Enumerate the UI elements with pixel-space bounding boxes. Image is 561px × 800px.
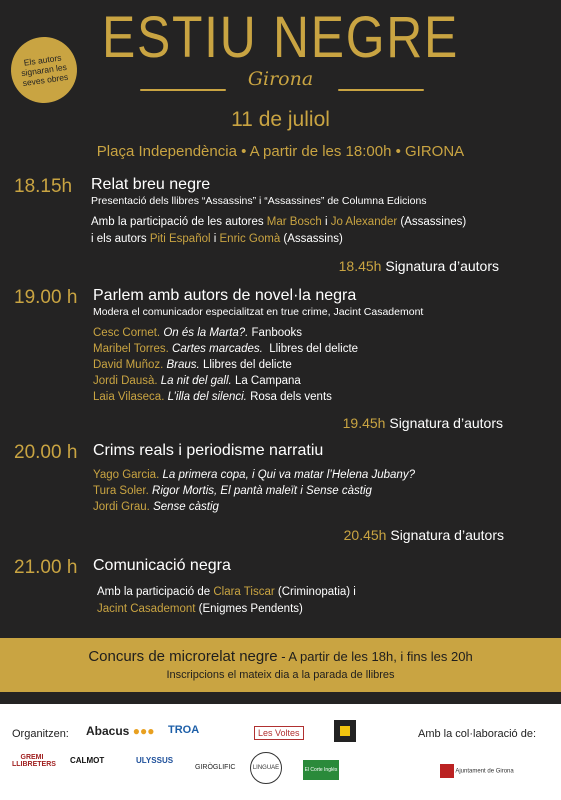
session-3-item: Yago Garcia. La primera copa, i Qui va matar l’Helena Jubany? [93,469,415,481]
les-voltes-logo: Les Voltes [254,726,304,740]
session-2-item: Cesc Cornet. On és la Marta?. Fanbooks [93,327,303,339]
el-corte-ingles-logo: El Corte Inglés [303,760,339,780]
session-3-time: 20.00 h [14,442,78,463]
gremi-llibreters-logo: GREMI LLIBRETERS [12,754,56,768]
ajuntament-girona-logo: Ajuntament de Girona [440,764,514,778]
session-1-signing: 18.45h Signatura d’autors [338,258,499,274]
autograph-badge: Els autors signaran les seves obres [7,33,82,108]
event-title: ESTIU NEGRE [101,5,460,70]
linguae-logo: LINGUAE [250,752,282,784]
session-1-title: Relat breu negre [91,176,211,193]
session-3-title: Crims reals i periodisme narratiu [93,442,324,459]
organizers-label: Organitzen: [12,728,69,740]
ulyssus-logo: ULYSSUS [136,756,174,765]
session-4-participants-1: Amb la participació de Clara Tiscar (Criminopatia) i [97,586,356,598]
event-date: 11 de juliol [231,108,330,131]
session-1-participants-1: Amb la participació de les autores Mar Bosch i Jo Alexander (Assassines) [91,216,467,228]
contest-line-1: Concurs de microrelat negre - A partir de les 18h, i fins les 20h [88,648,473,665]
session-2-time: 19.00 h [14,287,78,308]
session-4-title: Comunicació negra [93,557,231,574]
session-2-item: Laia Vilaseca. L’illa del silenci. Rosa dels vents [93,391,332,403]
session-1-participants-2: i els autors Piti Español i Enric Gomà (Assassins) [91,233,343,245]
sponsors-footer [0,704,561,800]
session-4-time: 21.00 h [14,557,78,578]
giroglific-logo: GIRÒGLIFIC [195,764,236,771]
session-2-item: Maribel Torres. Cartes marcades. Llibres del delicte [93,343,359,355]
collaboration-label: Amb la col·laboració de: [418,728,537,740]
session-4-participants-2: Jacint Casademont (Enigmes Pendents) [97,603,303,615]
session-2-title: Parlem amb autors de novel·la negra [93,287,357,304]
decor-line-right [338,89,424,91]
session-2-signing: 19.45h Signatura d’autors [342,415,503,431]
session-2-item: David Muñoz. Braus. Llibres del delicte [93,359,292,371]
session-1-desc: Presentació dels llibres “Assassins” i “Assassines” de Columna Edicions [91,195,427,207]
session-3-signing: 20.45h Signatura d’autors [343,527,504,543]
session-1-time: 18.15h [14,176,73,197]
event-place: Plaça Independència • A partir de les 18:00h • GIRONA [96,143,465,160]
troa-logo: TROA [168,724,200,736]
contest-line-2: Inscripcions el mateix dia a la parada de llibres [166,669,395,681]
calmot-logo: CALMOT [70,756,105,765]
session-2-desc: Modera el comunicador especialitzat en true crime, Jacint Casademont [93,306,424,318]
session-3-item: Tura Soler. Rigor Mortis, El pantà maleït i Sense càstig [93,485,372,497]
session-2-item: Jordi Dausà. La nit del gall. La Campana [93,375,301,387]
publisher-logo-icon [334,720,356,742]
session-3-item: Jordi Grau. Sense càstig [93,501,219,513]
abacus-logo: Abacus ●●● [86,724,155,738]
event-subtitle: Girona [247,68,314,90]
contest-banner [0,638,561,692]
